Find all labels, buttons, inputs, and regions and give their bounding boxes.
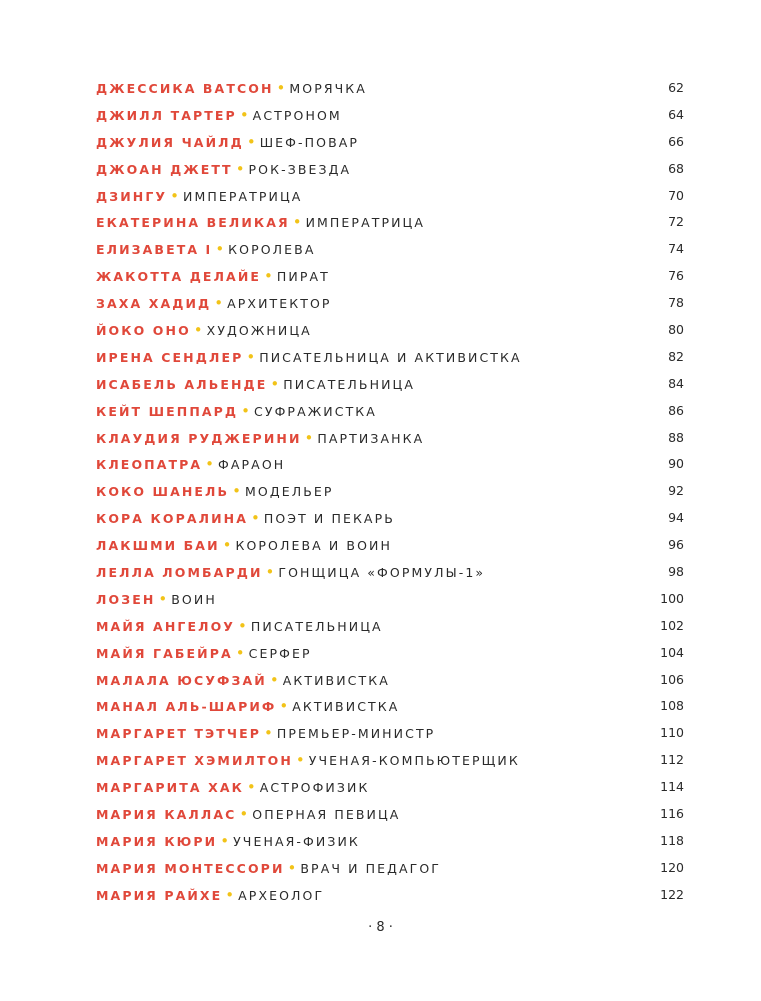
separator-dot: • — [222, 536, 232, 555]
entry-page: 68 — [668, 160, 684, 176]
entry-role: ВРАЧ И ПЕДАГОГ — [300, 860, 442, 876]
entry-role: КОРОЛЕВА И ВОИН — [235, 538, 392, 554]
entry-name: ДЖЕССИКА ВАТСОН — [96, 81, 274, 96]
toc-entry — [96, 267, 684, 294]
entry-role: МОРЯЧКА — [289, 81, 367, 96]
entry-name: ЛАКШМИ БАИ — [96, 538, 220, 554]
toc-entry — [96, 886, 684, 913]
entry-page: 102 — [660, 617, 684, 633]
entry-role: ПРЕМЬЕР-МИНИСТР — [276, 726, 436, 742]
entry-page: 88 — [668, 429, 684, 445]
entry-page: 66 — [668, 133, 684, 149]
entry-name: МАРГАРИТА ХАК — [96, 780, 244, 796]
toc-entry — [96, 375, 684, 402]
entry-name: ЕКАТЕРИНА ВЕЛИКАЯ — [96, 215, 290, 231]
separator-dot: • — [214, 294, 224, 313]
toc-entry — [96, 133, 684, 160]
entry-role: ПИСАТЕЛЬНИЦА — [250, 618, 383, 634]
entry-role: ФАРАОН — [218, 457, 286, 473]
entry-name: МАРГАРЕТ ХЭМИЛТОН — [96, 753, 293, 769]
entry-role: ШЕФ-ПОВАР — [259, 134, 360, 150]
entry-role: ПИСАТЕЛЬНИЦА И АКТИВИСТКА — [259, 349, 522, 365]
entry-page: 118 — [660, 832, 684, 848]
entry-role: ИМПЕРАТРИЦА — [305, 215, 425, 231]
entry-name: ДЖУЛИЯ ЧАЙЛД — [96, 134, 244, 150]
entry-name: ДЗИНГУ — [96, 188, 168, 204]
toc-entry — [96, 644, 684, 671]
entry-role: АСТРОФИЗИК — [259, 780, 370, 796]
separator-dot: • — [265, 563, 275, 582]
entry-name: ЗАХА ХАДИД — [96, 296, 212, 312]
separator-dot: • — [287, 858, 297, 877]
entry-role: УЧЕНАЯ-КОМПЬЮТЕРЩИК — [308, 753, 520, 769]
toc-entry — [96, 106, 684, 133]
separator-dot: • — [238, 616, 247, 635]
entry-name: КЛАУДИЯ РУДЖЕРИНИ — [96, 430, 302, 446]
toc-entry — [96, 778, 684, 805]
entry-name: ДЖИЛЛ ТАРТЕР — [96, 107, 237, 123]
toc-entry — [96, 482, 684, 509]
entry-page: 100 — [660, 590, 684, 606]
separator-dot: • — [235, 643, 245, 662]
entry-role: КОРОЛЕВА — [228, 242, 316, 258]
entry-name: МАЛАЛА ЮСУФЗАЙ — [96, 672, 267, 688]
table-of-contents — [96, 79, 684, 913]
separator-dot: • — [276, 79, 286, 97]
toc-entry — [96, 402, 684, 429]
entry-role: ПИСАТЕЛЬНИЦА — [283, 376, 416, 392]
toc-entry — [96, 751, 684, 778]
separator-dot: • — [246, 347, 256, 366]
entry-page: 106 — [660, 671, 684, 687]
entry-role: АРХИТЕКТОР — [227, 296, 332, 312]
entry-page: 70 — [668, 187, 684, 203]
entry-role: ПИРАТ — [276, 269, 330, 285]
entry-page: 78 — [668, 295, 684, 311]
toc-entry — [96, 859, 684, 886]
separator-dot: • — [241, 401, 251, 420]
entry-page: 120 — [660, 859, 684, 875]
entry-role: СУФРАЖИСТКА — [254, 403, 377, 419]
separator-dot: • — [269, 670, 279, 689]
entry-name: МАЙЯ АНГЕЛОУ — [96, 618, 236, 634]
entry-name: ИРЕНА СЕНДЛЕР — [96, 349, 244, 365]
toc-entry — [96, 429, 684, 456]
toc-entry — [96, 671, 684, 698]
entry-page: 108 — [660, 698, 684, 714]
entry-page: 104 — [660, 644, 684, 660]
entry-page: 116 — [660, 806, 684, 822]
toc-entry — [96, 187, 684, 214]
entry-page: 80 — [668, 322, 684, 338]
entry-name: ДЖОАН ДЖЕТТ — [96, 161, 233, 177]
toc-entry — [96, 79, 684, 106]
toc-entry — [96, 805, 684, 832]
toc-entry — [96, 724, 684, 751]
separator-dot: • — [264, 724, 273, 743]
entry-name: КОКО ШАНЕЛЬ — [96, 484, 230, 500]
toc-entry — [96, 563, 684, 590]
entry-role: РОК-ЗВЕЗДА — [248, 161, 352, 177]
toc-entry — [96, 240, 684, 267]
entry-page: 72 — [668, 214, 684, 230]
separator-dot: • — [239, 805, 249, 824]
entry-role: ИМПЕРАТРИЦА — [183, 188, 303, 204]
entry-name: ЙОКО ОНО — [96, 323, 191, 339]
separator-dot: • — [295, 751, 305, 770]
entry-page: 98 — [668, 564, 684, 580]
toc-entry — [96, 617, 684, 644]
entry-page: 122 — [660, 886, 684, 902]
toc-entry — [96, 321, 684, 348]
entry-role: СЕРФЕР — [248, 645, 312, 661]
separator-dot: • — [279, 697, 289, 716]
separator-dot: • — [232, 482, 242, 501]
entry-page: 110 — [660, 725, 684, 741]
entry-name: КОРА КОРАЛИНА — [96, 511, 248, 527]
separator-dot: • — [251, 509, 260, 528]
separator-dot: • — [225, 885, 235, 904]
separator-dot: • — [193, 321, 203, 340]
separator-dot: • — [292, 213, 302, 232]
entry-page: 62 — [668, 80, 684, 95]
entry-name: МАРГАРЕТ ТЭТЧЕР — [96, 726, 262, 742]
separator-dot: • — [246, 778, 256, 797]
entry-name: КЕЙТ ШЕППАРД — [96, 403, 239, 419]
entry-role: АКТИВИСТКА — [292, 699, 400, 715]
toc-entry — [96, 590, 684, 617]
toc-entry — [96, 160, 684, 187]
entry-name: ЕЛИЗАВЕТА I — [96, 242, 213, 258]
entry-name: КЛЕОПАТРА — [96, 457, 203, 473]
entry-role: ХУДОЖНИЦА — [206, 323, 312, 339]
entry-role: АСТРОНОМ — [252, 107, 342, 123]
separator-dot: • — [246, 132, 256, 151]
entry-role: ВОИН — [171, 591, 217, 607]
entry-role: АРХЕОЛОГ — [238, 887, 325, 903]
toc-entry — [96, 536, 684, 563]
entry-page: 76 — [668, 268, 684, 284]
separator-dot: • — [270, 374, 280, 393]
entry-page: 90 — [668, 456, 684, 472]
entry-name: МАЙЯ ГАБЕЙРА — [96, 645, 233, 661]
entry-role: ПОЭТ И ПЕКАРЬ — [263, 511, 395, 527]
separator-dot: • — [158, 589, 168, 608]
entry-name: ИСАБЕЛЬ АЛЬЕНДЕ — [96, 376, 268, 392]
entry-name: ЛЕЛЛА ЛОМБАРДИ — [96, 565, 263, 581]
separator-dot: • — [220, 831, 230, 850]
page-number: · 8 · — [368, 920, 393, 935]
toc-entry — [96, 213, 684, 240]
separator-dot: • — [239, 105, 249, 124]
toc-entry — [96, 697, 684, 724]
entry-page: 112 — [660, 752, 684, 768]
entry-page: 94 — [668, 510, 684, 526]
entry-name: ЖАКОТТА ДЕЛАЙЕ — [96, 269, 262, 285]
entry-role: УЧЕНАЯ-ФИЗИК — [233, 833, 360, 849]
entry-name: МАРИЯ МОНТЕССОРИ — [96, 860, 285, 876]
separator-dot: • — [205, 455, 215, 474]
separator-dot: • — [304, 428, 314, 447]
entry-page: 84 — [668, 375, 684, 391]
toc-entry — [96, 509, 684, 536]
entry-page: 64 — [668, 106, 684, 122]
entry-role: ПАРТИЗАНКА — [317, 430, 425, 446]
entry-name: ЛОЗЕН — [96, 591, 156, 607]
entry-name: МАРИЯ КЮРИ — [96, 833, 218, 849]
entry-page: 86 — [668, 402, 684, 418]
toc-entry — [96, 348, 684, 375]
separator-dot: • — [264, 267, 273, 286]
entry-page: 114 — [660, 779, 684, 795]
entry-page: 82 — [668, 348, 684, 364]
entry-role: ГОНЩИЦА «ФОРМУЛЫ-1» — [278, 565, 486, 581]
separator-dot: • — [235, 159, 245, 178]
entry-name: МАРИЯ КАЛЛАС — [96, 807, 237, 823]
entry-role: МОДЕЛЬЕР — [245, 484, 334, 500]
toc-entry — [96, 294, 684, 321]
entry-role: АКТИВИСТКА — [282, 672, 390, 688]
separator-dot: • — [170, 186, 179, 205]
separator-dot: • — [215, 240, 225, 259]
toc-entry — [96, 455, 684, 482]
entry-page: 96 — [668, 537, 684, 553]
entry-name: МАРИЯ РАЙХЕ — [96, 887, 223, 903]
entry-page: 92 — [668, 483, 684, 499]
entry-name: МАНАЛ АЛЬ-ШАРИФ — [96, 699, 277, 715]
entry-page: 74 — [668, 241, 684, 257]
toc-entry — [96, 832, 684, 859]
entry-role: ОПЕРНАЯ ПЕВИЦА — [252, 807, 401, 823]
